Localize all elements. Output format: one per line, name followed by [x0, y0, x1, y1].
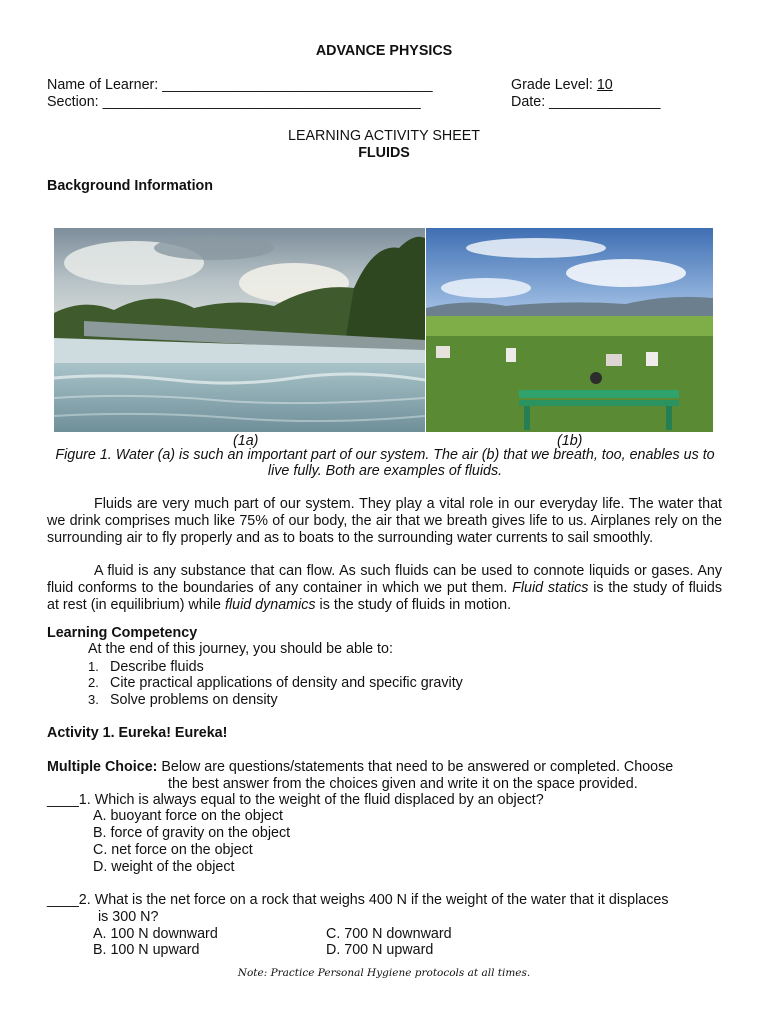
date-field: [511, 94, 660, 111]
sheet-title: LEARNING ACTIVITY SHEET: [288, 128, 480, 144]
figure-label-1b: (1b): [557, 433, 583, 449]
competency-text: Solve problems on density: [110, 692, 278, 708]
q1-choice-a: A. buoyant force on the object: [93, 808, 283, 824]
paragraph-fluids-in-life: Fluids are very much part of our system. They play a vital role in our everyday life. The water that we drink comprises much like 75% of our body, the air that we breath gives life to us. Airplanes rely on the surrounding air to fly properly and as to boats to the surrounding water currents to sail smoothly.: [47, 496, 722, 546]
term-fluid-statics: Fluid statics: [512, 579, 589, 596]
name-of-learner-field: [47, 77, 433, 94]
question-2-continued: is 300 N?: [98, 909, 159, 925]
name-label: Name of Learner:: [47, 77, 159, 93]
q2-choice-a: A. 100 N downward: [93, 926, 218, 942]
q1-choice-b: B. force of gravity on the object: [93, 825, 291, 841]
figure-label-1a: (1a): [233, 433, 259, 449]
grade-level-field: [511, 77, 613, 94]
definition-text-b: is the study of fluids at rest (in equilibrium) while: [47, 579, 723, 613]
paragraph-fluid-definition: [47, 563, 722, 613]
q2-choice-b: B. 100 N upward: [93, 942, 200, 958]
definition-text-c: is the study of fluids in motion.: [315, 596, 512, 613]
competency-heading: Learning Competency: [47, 625, 198, 641]
competency-number: 3.: [88, 692, 99, 707]
mc-instruction-line2: the best answer from the choices given and write it on the space provided.: [168, 776, 638, 792]
figure-1a-water-photo: [54, 228, 425, 432]
mc-label: Multiple Choice:: [47, 759, 158, 775]
competency-text: Cite practical applications of density and specific gravity: [110, 675, 463, 691]
definition-text-a: A fluid is any substance that can flow. As such fluids can be used to connote liquids or gases. Any fluid conforms to the boundaries of any container in which we put them.: [47, 563, 722, 596]
figure-caption: Figure 1. Water (a) is such an important part of our system. The air (b) that we breath, too, enables us to live fully. Both are examples of fluids.: [55, 447, 715, 479]
q2-choice-c: C. 700 N downward: [326, 926, 452, 942]
q1-choice-c: C. net force on the object: [93, 842, 253, 858]
section-label: Section:: [47, 94, 99, 110]
competency-number: 1.: [88, 659, 99, 674]
figure-1b-air-photo: [426, 228, 713, 432]
date-blank-line: ______________: [549, 94, 661, 110]
document-title: ADVANCE PHYSICS: [315, 43, 453, 59]
term-fluid-dynamics: fluid dynamics: [224, 596, 316, 613]
date-label: Date:: [511, 94, 546, 110]
competency-intro: At the end of this journey, you should be able to:: [88, 641, 393, 657]
q1-choice-d: D. weight of the object: [93, 859, 235, 875]
competency-item: [88, 674, 463, 692]
activity-heading: Activity 1. Eureka! Eureka!: [47, 725, 228, 741]
footer-note: Note: Practice Personal Hygiene protocols at all times.: [237, 967, 531, 979]
section-blank-line: ________________________________________: [102, 94, 421, 110]
sheet-subtitle: FLUIDS: [358, 145, 410, 161]
q2-choice-d: D. 700 N upward: [326, 942, 434, 958]
competency-item: [88, 691, 278, 709]
question-2: ____2. What is the net force on a rock that weighs 400 N if the weight of the water that it displaces: [47, 892, 669, 908]
background-heading: Background Information: [47, 178, 214, 194]
section-field: [47, 94, 421, 111]
grade-label: Grade Level:: [511, 77, 593, 93]
mc-instruction-text: Below are questions/statements that need to be answered or completed. Choose: [157, 759, 674, 775]
grade-value: 10: [596, 77, 613, 93]
question-1: ____1. Which is always equal to the weight of the fluid displaced by an object?: [47, 792, 544, 808]
mc-instruction-line1: [47, 759, 673, 776]
competency-text: Describe fluids: [110, 659, 204, 675]
competency-number: 2.: [88, 675, 99, 690]
name-blank-line: __________________________________: [162, 77, 433, 93]
